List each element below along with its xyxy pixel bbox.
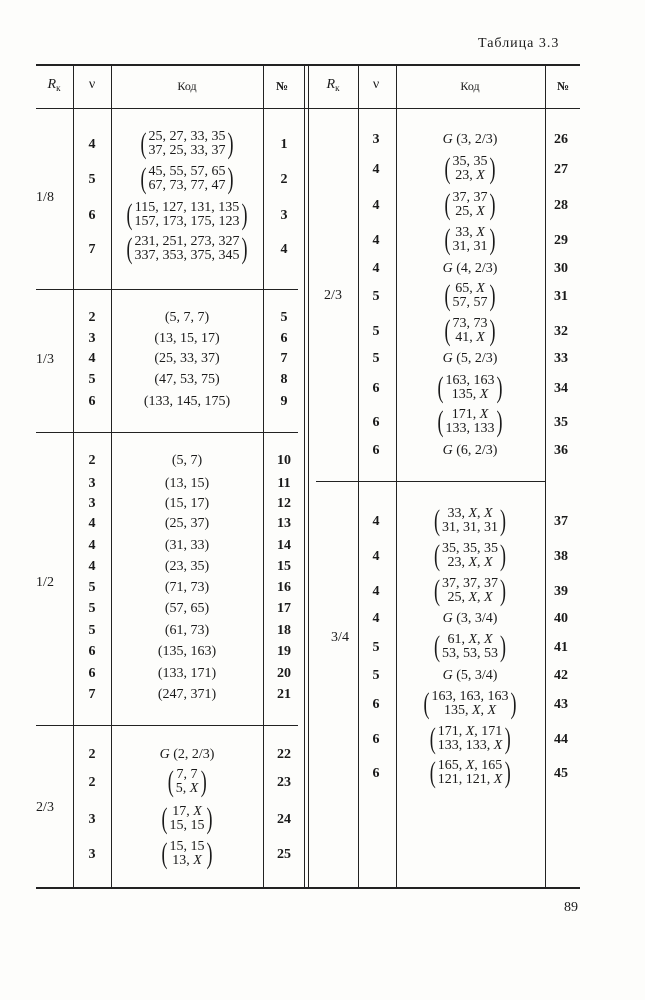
header-rk-right: $R_к$ xyxy=(326,77,340,93)
right-bracket: ) xyxy=(500,504,506,537)
col-rule-4a xyxy=(304,64,305,887)
nu-value: 4 xyxy=(88,516,96,531)
row-number: 36 xyxy=(554,443,568,458)
nu-value: 4 xyxy=(372,261,380,276)
left-bracket: ( xyxy=(167,765,174,798)
group-rule-right-1 xyxy=(316,481,545,482)
matrix-row: 171, X xyxy=(451,407,489,422)
right-bracket: ) xyxy=(504,756,511,789)
matrix-row: 35, 35, 35 xyxy=(442,541,498,556)
nu-value: 6 xyxy=(372,443,380,458)
code-matrix xyxy=(443,225,498,255)
code-matrix xyxy=(443,316,498,346)
matrix-rows xyxy=(170,805,205,833)
nu-value: 3 xyxy=(88,331,96,346)
code-matrix xyxy=(428,724,513,754)
nu-value: 4 xyxy=(88,559,96,574)
code-matrix xyxy=(443,154,498,184)
matrix-rows xyxy=(170,840,205,868)
code-matrix xyxy=(139,129,236,159)
code-matrix xyxy=(432,632,508,662)
right-bracket: ) xyxy=(227,127,234,160)
rate-label: 2/3 xyxy=(324,288,342,303)
right-bracket: ) xyxy=(500,539,506,572)
right-bracket: ) xyxy=(504,722,511,755)
matrix-row: 135, X xyxy=(451,387,489,402)
matrix-row: 33, X, X xyxy=(447,506,493,521)
nu-value: 3 xyxy=(88,812,96,827)
matrix-row: 37, 37, 37 xyxy=(442,576,498,591)
matrix-rows xyxy=(446,408,495,436)
code-vector: (13, 15) xyxy=(164,476,210,491)
left-bracket: ( xyxy=(444,314,451,347)
matrix-rows xyxy=(453,191,488,219)
row-number: 29 xyxy=(554,233,568,248)
matrix-row: 61, X, X xyxy=(447,632,493,647)
left-bracket: ( xyxy=(126,232,133,265)
matrix-row: 135, X, X xyxy=(443,703,497,718)
matrix-row: 45, 55, 57, 65 xyxy=(148,164,226,179)
matrix-row: 35, 35 xyxy=(452,154,488,169)
left-bracket: ( xyxy=(434,539,440,572)
matrix-row: 41, X xyxy=(455,330,485,345)
rate-label: 1/8 xyxy=(36,190,54,205)
nu-value: 5 xyxy=(372,351,380,366)
matrix-row: 121, 121, X xyxy=(437,772,503,787)
matrix-row: 65, X xyxy=(455,281,485,296)
left-bracket: ( xyxy=(140,127,147,160)
nu-value: 5 xyxy=(88,601,96,616)
matrix-row: 25, 27, 33, 35 xyxy=(148,129,226,144)
matrix-rows xyxy=(135,201,240,229)
generator-args: (3, 3/4) xyxy=(456,611,498,626)
nu-value: 5 xyxy=(88,623,96,638)
row-number: 4 xyxy=(280,242,288,257)
right-bracket: ) xyxy=(489,279,496,312)
row-number: 35 xyxy=(554,415,568,430)
generator-symbol: G xyxy=(442,261,457,276)
nu-value: 6 xyxy=(372,381,380,396)
code-generator xyxy=(443,351,498,367)
matrix-row: 337, 353, 375, 345 xyxy=(134,248,240,263)
code-vector: (25, 33, 37) xyxy=(154,351,220,366)
row-number: 20 xyxy=(277,666,291,681)
row-number: 14 xyxy=(277,538,291,553)
code-vector: (133, 145, 175) xyxy=(143,394,231,409)
generator-symbol: G xyxy=(442,132,457,147)
header-nu-right: ν xyxy=(372,77,380,92)
right-bracket: ) xyxy=(241,232,248,265)
matrix-row: 15, 15 xyxy=(169,839,205,854)
matrix-row: 171, X, 171 xyxy=(437,724,503,739)
matrix-row: 13, X xyxy=(172,853,202,868)
rate-label: 1/2 xyxy=(36,575,54,590)
matrix-row: 53, 53, 53 xyxy=(442,646,498,661)
header-rk-left: $R_к$ xyxy=(47,77,61,93)
matrix-rows xyxy=(442,542,498,570)
code-vector: (57, 65) xyxy=(164,601,210,616)
nu-value: 6 xyxy=(88,666,96,681)
left-bracket: ( xyxy=(140,162,147,195)
nu-value: 6 xyxy=(88,208,96,223)
right-bracket: ) xyxy=(489,152,496,185)
row-number: 15 xyxy=(277,559,291,574)
left-bracket: ( xyxy=(444,188,451,221)
generator-symbol: G xyxy=(442,443,457,458)
matrix-row: 231, 251, 273, 327 xyxy=(134,234,240,249)
row-number: 41 xyxy=(554,640,568,655)
right-bracket: ) xyxy=(206,802,213,835)
table-title: Таблица 3.3 xyxy=(478,36,560,51)
code-matrix xyxy=(125,234,250,264)
generator-args: (6, 2/3) xyxy=(456,443,498,458)
matrix-row: 31, 31 xyxy=(452,239,488,254)
row-number: 44 xyxy=(554,732,568,747)
code-vector: (23, 35) xyxy=(164,559,210,574)
left-bracket: ( xyxy=(423,687,430,720)
generator-args: (4, 2/3) xyxy=(456,261,498,276)
nu-value: 6 xyxy=(88,644,96,659)
matrix-rows xyxy=(438,759,503,787)
matrix-row: 5, X xyxy=(175,781,199,796)
row-number: 39 xyxy=(554,584,568,599)
nu-value: 2 xyxy=(88,775,96,790)
row-number: 21 xyxy=(277,687,291,702)
generator-args: (2, 2/3) xyxy=(173,747,215,762)
matrix-rows xyxy=(149,165,226,193)
matrix-rows xyxy=(453,226,488,254)
left-bracket: ( xyxy=(126,198,133,231)
nu-value: 5 xyxy=(88,372,96,387)
nu-value: 2 xyxy=(88,747,96,762)
group-rule-left-3 xyxy=(36,725,298,726)
code-matrix xyxy=(432,576,508,606)
code-vector: (13, 15, 17) xyxy=(154,331,220,346)
right-bracket: ) xyxy=(206,837,213,870)
right-bracket: ) xyxy=(489,188,496,221)
nu-value: 5 xyxy=(372,324,380,339)
matrix-row: 133, 133, X xyxy=(437,738,503,753)
right-bracket: ) xyxy=(241,198,248,231)
nu-value: 3 xyxy=(88,476,96,491)
code-matrix xyxy=(160,839,215,869)
nu-value: 4 xyxy=(88,137,96,152)
right-bracket: ) xyxy=(496,405,503,438)
col-rule-2 xyxy=(111,64,112,887)
nu-value: 4 xyxy=(372,584,380,599)
matrix-row: 115, 127, 131, 135 xyxy=(134,200,240,215)
matrix-rows xyxy=(442,507,498,535)
group-rule-left-1 xyxy=(36,289,298,290)
row-number: 27 xyxy=(554,162,568,177)
generator-symbol: G xyxy=(442,668,457,683)
col-rule-4b xyxy=(308,64,309,887)
matrix-row: 17, X xyxy=(172,804,202,819)
row-number: 31 xyxy=(554,289,568,304)
row-number: 18 xyxy=(277,623,291,638)
nu-value: 4 xyxy=(88,351,96,366)
nu-value: 3 xyxy=(88,847,96,862)
code-generator xyxy=(443,668,498,684)
matrix-row: 67, 73, 77, 47 xyxy=(148,178,226,193)
nu-value: 4 xyxy=(88,538,96,553)
nu-value: 4 xyxy=(372,198,380,213)
matrix-row: 165, X, 165 xyxy=(437,758,503,773)
matrix-row: 23, X, X xyxy=(447,555,493,570)
code-matrix xyxy=(166,767,209,797)
matrix-rows xyxy=(438,725,503,753)
row-number: 42 xyxy=(554,668,568,683)
right-bracket: ) xyxy=(489,314,496,347)
row-number: 6 xyxy=(280,331,288,346)
row-number: 33 xyxy=(554,351,568,366)
row-number: 2 xyxy=(280,172,288,187)
page-number: 89 xyxy=(564,900,578,915)
nu-value: 7 xyxy=(88,242,96,257)
rate-label: 1/3 xyxy=(36,352,54,367)
right-bracket: ) xyxy=(500,630,506,663)
matrix-row: 25, X xyxy=(455,204,485,219)
row-number: 45 xyxy=(554,766,568,781)
header-code-right: Код xyxy=(460,79,480,93)
code-generator xyxy=(443,261,498,277)
header-nu-left: ν xyxy=(88,77,96,92)
left-bracket: ( xyxy=(429,756,436,789)
nu-value: 6 xyxy=(372,415,380,430)
rate-label: 2/3 xyxy=(36,800,54,815)
matrix-rows xyxy=(442,633,498,661)
left-bracket: ( xyxy=(444,152,451,185)
left-bracket: ( xyxy=(444,223,451,256)
code-matrix xyxy=(422,689,519,719)
row-number: 1 xyxy=(280,137,288,152)
row-number: 26 xyxy=(554,132,568,147)
nu-value: 4 xyxy=(372,514,380,529)
left-bracket: ( xyxy=(434,504,440,537)
matrix-rows xyxy=(442,577,498,605)
code-vector: (135, 163) xyxy=(157,644,217,659)
matrix-rows xyxy=(135,235,240,263)
matrix-row: 73, 73 xyxy=(452,316,488,331)
matrix-rows xyxy=(176,768,199,796)
code-matrix xyxy=(432,506,508,536)
left-bracket: ( xyxy=(161,837,168,870)
code-generator xyxy=(160,747,215,763)
code-vector: (247, 371) xyxy=(157,687,217,702)
right-bracket: ) xyxy=(510,687,517,720)
code-matrix xyxy=(428,758,513,788)
code-matrix xyxy=(160,804,215,834)
row-number: 43 xyxy=(554,697,568,712)
matrix-row: 133, 133 xyxy=(445,421,495,436)
nu-value: 3 xyxy=(372,132,380,147)
row-number: 10 xyxy=(277,453,291,468)
nu-value: 4 xyxy=(372,549,380,564)
rate-label: 3/4 xyxy=(331,630,349,645)
code-vector: (15, 17) xyxy=(164,496,210,511)
row-number: 38 xyxy=(554,549,568,564)
generator-args: (5, 3/4) xyxy=(456,668,498,683)
row-number: 22 xyxy=(277,747,291,762)
code-generator xyxy=(443,443,498,459)
generator-args: (3, 2/3) xyxy=(456,132,498,147)
row-number: 3 xyxy=(280,208,288,223)
nu-value: 5 xyxy=(372,289,380,304)
row-number: 11 xyxy=(277,476,291,491)
code-matrix xyxy=(436,373,505,403)
col-rule-6 xyxy=(396,64,397,887)
code-vector: (31, 33) xyxy=(164,538,210,553)
row-number: 32 xyxy=(554,324,568,339)
row-number: 40 xyxy=(554,611,568,626)
table-bottom-rule xyxy=(36,887,580,889)
nu-value: 4 xyxy=(372,611,380,626)
row-number: 37 xyxy=(554,514,568,529)
left-bracket: ( xyxy=(429,722,436,755)
nu-value: 4 xyxy=(372,233,380,248)
nu-value: 5 xyxy=(88,580,96,595)
header-num-right: № xyxy=(556,79,570,93)
left-bracket: ( xyxy=(437,371,444,404)
row-number: 30 xyxy=(554,261,568,276)
code-vector: (133, 171) xyxy=(157,666,217,681)
code-matrix xyxy=(443,190,498,220)
code-generator xyxy=(443,132,498,148)
nu-value: 6 xyxy=(372,697,380,712)
nu-value: 5 xyxy=(372,668,380,683)
nu-value: 2 xyxy=(88,453,96,468)
matrix-row: 157, 173, 175, 123 xyxy=(134,214,240,229)
code-matrix xyxy=(436,407,505,437)
matrix-row: 57, 57 xyxy=(452,295,488,310)
matrix-row: 37, 37 xyxy=(452,190,488,205)
row-number: 24 xyxy=(277,812,291,827)
left-bracket: ( xyxy=(444,279,451,312)
matrix-row: 15, 15 xyxy=(169,818,205,833)
row-number: 12 xyxy=(277,496,291,511)
code-matrix xyxy=(139,164,236,194)
nu-value: 6 xyxy=(372,732,380,747)
nu-value: 6 xyxy=(372,766,380,781)
left-bracket: ( xyxy=(434,630,440,663)
generator-args: (5, 2/3) xyxy=(456,351,498,366)
matrix-row: 31, 31, 31 xyxy=(442,520,498,535)
nu-value: 5 xyxy=(372,640,380,655)
code-vector: (47, 53, 75) xyxy=(154,372,220,387)
code-matrix xyxy=(125,200,250,230)
left-bracket: ( xyxy=(437,405,444,438)
group-rule-left-2 xyxy=(36,432,298,433)
matrix-row: 7, 7 xyxy=(176,767,198,782)
nu-value: 6 xyxy=(88,394,96,409)
row-number: 7 xyxy=(280,351,288,366)
code-vector: (71, 73) xyxy=(164,580,210,595)
nu-value: 2 xyxy=(88,310,96,325)
row-number: 28 xyxy=(554,198,568,213)
code-vector: (5, 7, 7) xyxy=(164,310,210,325)
row-number: 5 xyxy=(280,310,288,325)
right-bracket: ) xyxy=(500,574,506,607)
matrix-rows xyxy=(149,130,226,158)
matrix-rows xyxy=(453,317,488,345)
row-number: 9 xyxy=(280,394,288,409)
right-bracket: ) xyxy=(496,371,503,404)
left-bracket: ( xyxy=(161,802,168,835)
matrix-row: 25, X, X xyxy=(447,590,493,605)
right-bracket: ) xyxy=(489,223,496,256)
row-number: 17 xyxy=(277,601,291,616)
matrix-rows xyxy=(432,690,509,718)
row-number: 23 xyxy=(277,775,291,790)
header-num-left: № xyxy=(275,79,289,93)
code-matrix xyxy=(432,541,508,571)
matrix-rows xyxy=(446,374,495,402)
matrix-row: 23, X xyxy=(455,168,485,183)
matrix-row: 33, X xyxy=(455,225,485,240)
nu-value: 5 xyxy=(88,172,96,187)
right-bracket: ) xyxy=(200,765,207,798)
col-rule-7 xyxy=(545,64,546,887)
row-number: 16 xyxy=(277,580,291,595)
header-code-left: Код xyxy=(177,79,197,93)
code-matrix xyxy=(443,281,498,311)
nu-value: 4 xyxy=(372,162,380,177)
matrix-row: 37, 25, 33, 37 xyxy=(148,143,226,158)
matrix-row: 163, 163, 163 xyxy=(431,689,509,704)
nu-value: 3 xyxy=(88,496,96,511)
generator-symbol: G xyxy=(442,611,457,626)
matrix-row: 163, 163 xyxy=(445,373,495,388)
row-number: 8 xyxy=(280,372,288,387)
row-number: 34 xyxy=(554,381,568,396)
row-number: 25 xyxy=(277,847,291,862)
code-vector: (61, 73) xyxy=(164,623,210,638)
col-rule-5 xyxy=(358,64,359,887)
code-generator xyxy=(443,611,498,627)
row-number: 19 xyxy=(277,644,291,659)
generator-symbol: G xyxy=(159,747,174,762)
matrix-rows xyxy=(453,282,488,310)
matrix-rows xyxy=(453,155,488,183)
code-vector: (5, 7) xyxy=(171,453,203,468)
code-vector: (25, 37) xyxy=(164,516,210,531)
generator-symbol: G xyxy=(442,351,457,366)
right-bracket: ) xyxy=(227,162,234,195)
col-rule-1 xyxy=(73,64,74,887)
row-number: 13 xyxy=(277,516,291,531)
left-bracket: ( xyxy=(434,574,440,607)
nu-value: 7 xyxy=(88,687,96,702)
col-rule-3 xyxy=(263,64,264,887)
